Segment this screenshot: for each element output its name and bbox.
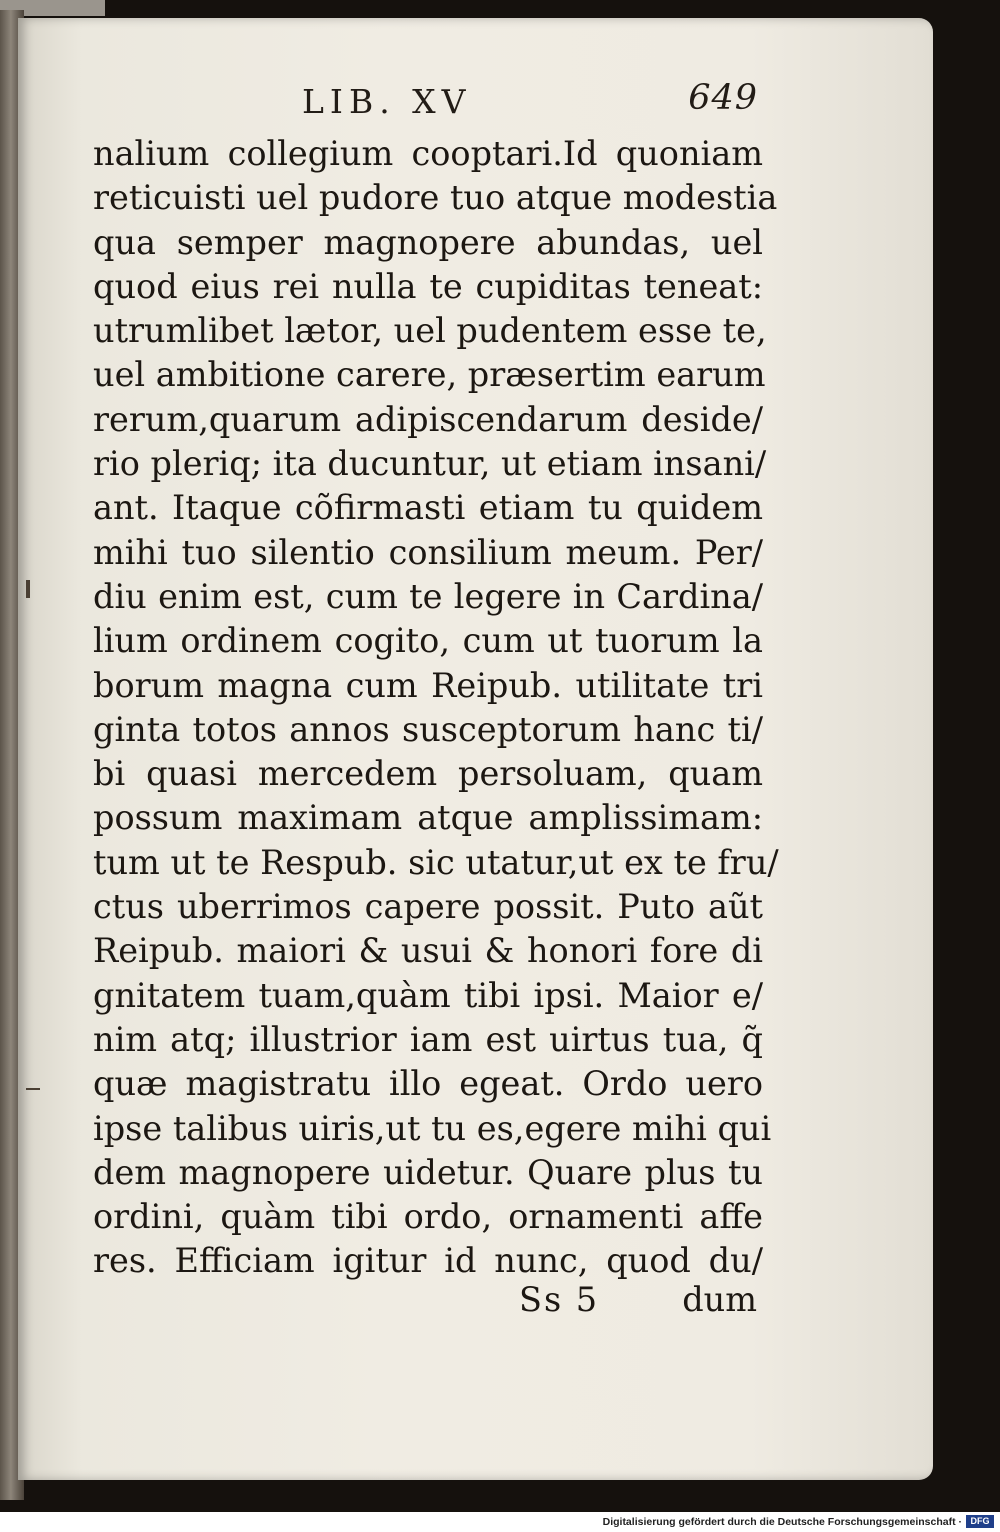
text-line: borum magna cum Reipub. utilitate tri xyxy=(93,665,763,705)
funding-credit: Digitalisierung gefördert durch die Deutsche Forschungsgemeinschaft · xyxy=(602,1516,962,1528)
text-line: ctus uberrimos capere possit. Puto aũt xyxy=(93,887,763,927)
text-line: mihi tuo silentio consilium meum. Per/ xyxy=(93,532,763,572)
body-text xyxy=(93,132,779,1284)
page-number: 649 xyxy=(688,78,758,118)
text-line: uel ambitione carere, præsertim earum xyxy=(93,355,766,395)
dfg-logo-icon: DFG xyxy=(966,1515,994,1528)
margin-mark xyxy=(26,1088,40,1090)
credit-bar xyxy=(0,1512,1000,1532)
catchword: dum xyxy=(682,1280,757,1319)
text-line: nim atq; illustrior iam est uirtus tua, q̃ xyxy=(93,1019,763,1059)
text-line: res. Efficiam igitur id nunc, quod du/ xyxy=(93,1241,763,1281)
text-line: rio pleriq; ita ducuntur, ut etiam insani/ xyxy=(93,444,767,484)
text-line: diu enim est, cum te legere in Cardina/ xyxy=(93,576,763,616)
running-title: LIB. XV xyxy=(302,82,472,121)
text-line: quæ magistratu illo egeat. Ordo uero xyxy=(93,1064,763,1104)
text-line: quod eius rei nulla te cupiditas teneat: xyxy=(93,266,763,306)
text-line: dem magnopere uidetur. Quare plus tu xyxy=(93,1152,763,1192)
text-line: utrumlibet lætor, uel pudentem esse te, xyxy=(93,311,767,351)
signature-mark: Ss 5 xyxy=(519,1280,600,1319)
text-line: nalium collegium cooptari.Id quoniam xyxy=(93,134,763,173)
text-line: possum maximam atque amplissimam: xyxy=(93,798,763,838)
text-line: ordini, quàm tibi ordo, ornamenti affe xyxy=(93,1197,763,1237)
text-line: rerum,quarum adipiscendarum deside/ xyxy=(93,399,763,439)
text-line: ant. Itaque cõfirmasti etiam tu quidem xyxy=(93,488,763,528)
text-line: reticuisti uel pudore tuo atque modestia xyxy=(93,178,778,218)
text-line: ipse talibus uiris,ut tu es,egere mihi qui xyxy=(93,1108,772,1148)
book-page xyxy=(18,18,933,1480)
margin-mark xyxy=(26,580,30,598)
text-line: tum ut te Respub. sic utatur,ut ex te fru/ xyxy=(93,842,779,882)
text-line: qua semper magnopere abundas, uel xyxy=(93,222,763,262)
text-line: ginta totos annos susceptorum hanc ti/ xyxy=(93,709,763,749)
text-line: Reipub. maiori & usui & honori fore di xyxy=(93,931,763,971)
text-line: gnitatem tuam,quàm tibi ipsi. Maior e/ xyxy=(93,975,763,1015)
running-head xyxy=(278,78,758,126)
text-line: bi quasi mercedem persoluam, quam xyxy=(93,754,763,794)
page-footer xyxy=(93,1280,763,1324)
text-line: lium ordinem cogito, cum ut tuorum la xyxy=(93,621,763,661)
